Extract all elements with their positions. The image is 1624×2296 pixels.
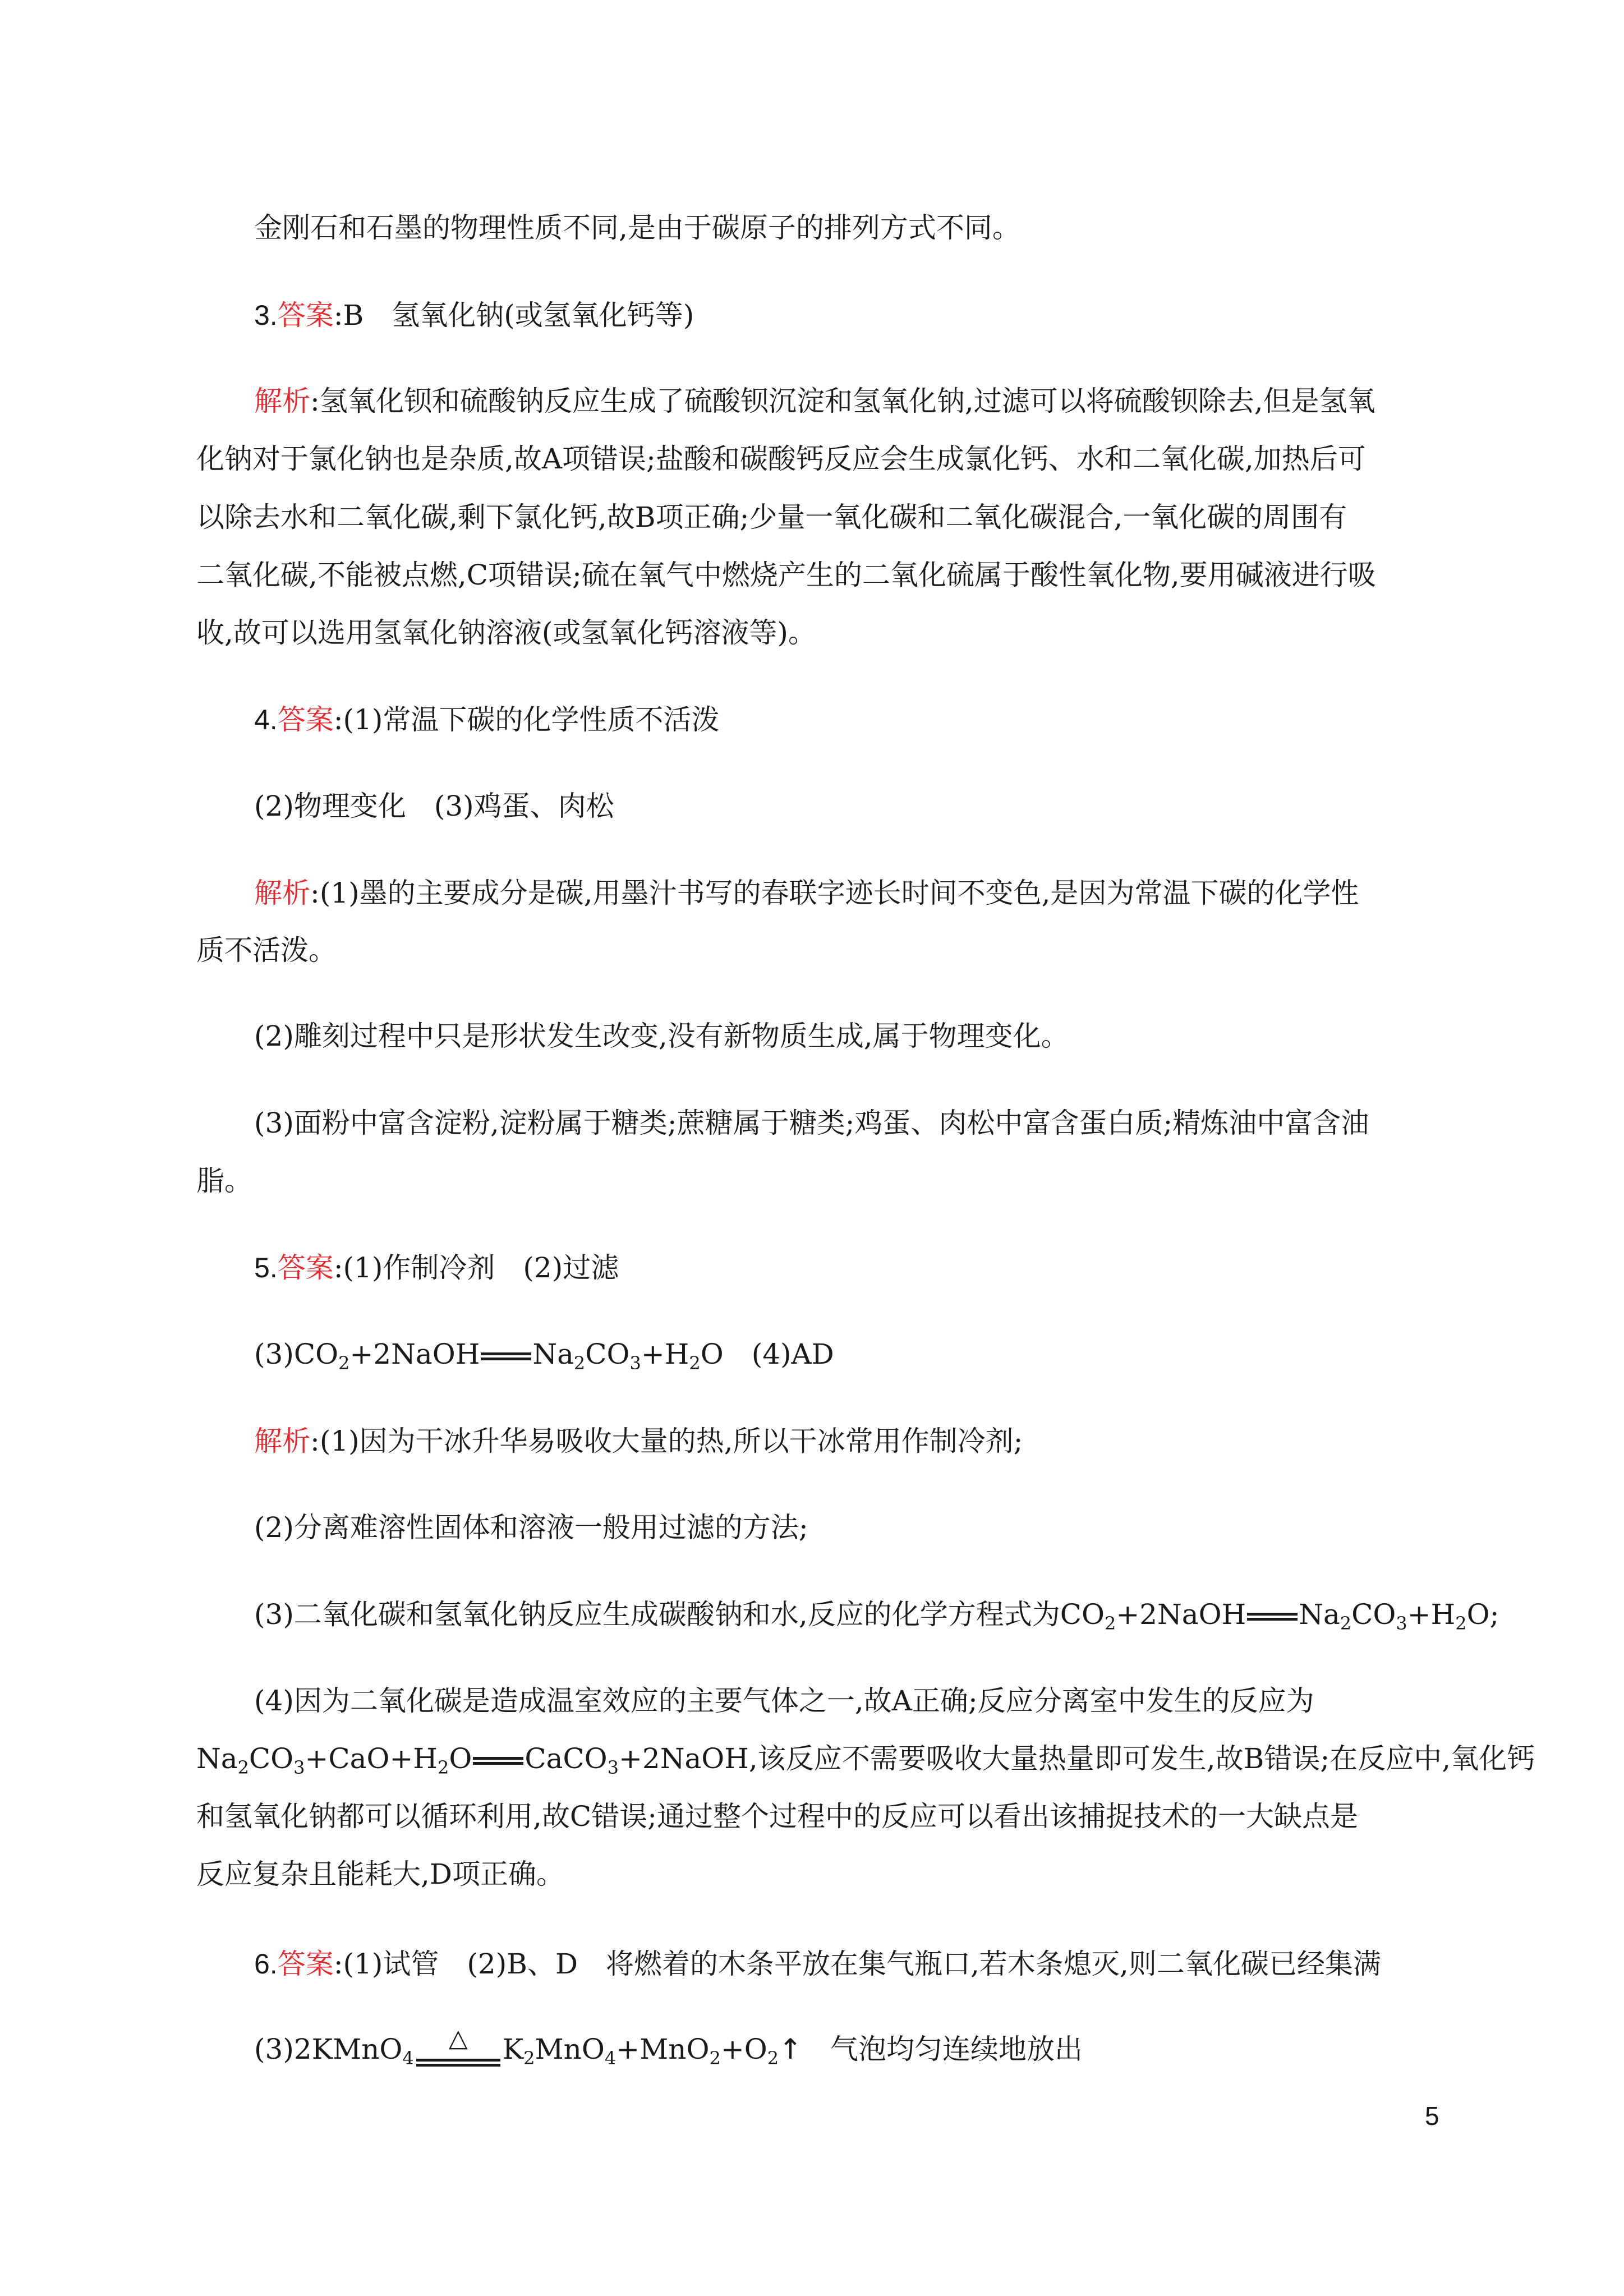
- paragraph-line: 和氢氧化钠都可以循环利用,故C错误;通过整个过程中的反应可以看出该捕捉技术的一大缺点是: [196, 1800, 1358, 1833]
- paragraph-line: (4)因为二氧化碳是造成温室效应的主要气体之一,故A正确;反应分离室中发生的反应为: [254, 1685, 1314, 1717]
- analysis-5-line: 解析:(1)因为干冰升华易吸收大量的热,所以干冰常用作制冷剂;: [254, 1425, 1023, 1457]
- analysis-label: 解析: [254, 1425, 310, 1457]
- paragraph-line: (2)分离难溶性固体和溶液一般用过滤的方法;: [254, 1511, 808, 1544]
- paragraph-line: 收,故可以选用氢氧化钠溶液(或氢氧化钙溶液等)。: [196, 616, 816, 649]
- paragraph-line: 化钠对于氯化钠也是杂质,故A项错误;盐酸和碳酸钙反应会生成氯化钙、水和二氧化碳,加热后可: [196, 443, 1366, 475]
- analysis-3-line: 解析:氢氧化钡和硫酸钠反应生成了硫酸钡沉淀和氢氧化钠,过滤可以将硫酸钡除去,但是氢氧: [254, 385, 1375, 417]
- equals-sign: [481, 1351, 531, 1361]
- equation-line: (3)2KMnO$_4$ △ $K_2MnO_4+MnO_2+O_2↑$ 气泡均匀连续地放出: [254, 2024, 1083, 2077]
- equals-sign: [1247, 1612, 1298, 1622]
- paragraph-line: 质不活泼。: [196, 934, 337, 967]
- equals-sign: [473, 1756, 523, 1766]
- paragraph-line: (2)物理变化 (3)鸡蛋、肉松: [254, 790, 614, 822]
- answer-4-line: 4.答案:(1)常温下碳的化学性质不活泼: [254, 703, 720, 736]
- answer-3-line: 3.答案:B 氢氧化钠(或氢氧化钙等): [254, 299, 694, 332]
- paragraph-line: (3)面粉中富含淀粉,淀粉属于糖类;蔗糖属于糖类;鸡蛋、肉松中富含蛋白质;精炼油中富含油: [254, 1107, 1369, 1139]
- paragraph-line: 以除去水和二氧化碳,剩下氯化钙,故B项正确;少量一氧化碳和二氧化碳混合,一氧化碳的周围有: [196, 501, 1347, 533]
- equation-line: $(3)CO_2+2NaOH$ $Na_2CO_3+H_2O$ (4)AD: [254, 1338, 834, 1374]
- answer-6-line: 6.答案:(1)试管 (2)B、D 将燃着的木条平放在集气瓶口,若木条熄灭,则二氧化碳已经集满: [254, 1948, 1381, 1980]
- analysis-4-line: 解析:(1)墨的主要成分是碳,用墨汁书写的春联字迹长时间不变色,是因为常温下碳的化学性: [254, 877, 1359, 909]
- equation-line: $Na_2CO_3+CaO+H_2O$ CaCO$_3$+2NaOH,该反应不需要吸收大量热量即可发生,故B错误;在反应中,氧化钙: [196, 1742, 1535, 1778]
- analysis-label: 解析: [254, 877, 310, 909]
- answer-label: 答案: [277, 1251, 334, 1284]
- equation-line: (3)二氧化碳和氢氧化钠反应生成碳酸钠和水,反应的化学方程式为$CO_2+2NaOH$ $Na_2CO_3+H_2O$;: [254, 1598, 1499, 1634]
- answer-label: 答案: [277, 703, 334, 736]
- answer-label: 答案: [277, 299, 334, 332]
- page-number: 5: [1425, 2101, 1439, 2131]
- paragraph-line: 脂。: [196, 1165, 252, 1197]
- paragraph-line: 反应复杂且能耗大,D项正确。: [196, 1858, 564, 1890]
- paragraph-line: 二氧化碳,不能被点燃,C项错误;硫在氧气中燃烧产生的二氧化硫属于酸性氧化物,要用碱液进行吸: [196, 559, 1376, 591]
- heat-triangle-icon: △: [448, 2024, 468, 2053]
- answer-label: 答案: [277, 1948, 334, 1980]
- gas-up-arrow-icon: ↑: [779, 2033, 803, 2065]
- answer-5-line: 5.答案:(1)作制冷剂 (2)过滤: [254, 1251, 619, 1284]
- paragraph-line: (2)雕刻过程中只是形状发生改变,没有新物质生成,属于物理变化。: [254, 1020, 1069, 1052]
- analysis-label: 解析: [254, 385, 310, 417]
- heating-equals-sign: [416, 2026, 500, 2077]
- paragraph-line: 金刚石和石墨的物理性质不同,是由于碳原子的排列方式不同。: [254, 211, 1020, 244]
